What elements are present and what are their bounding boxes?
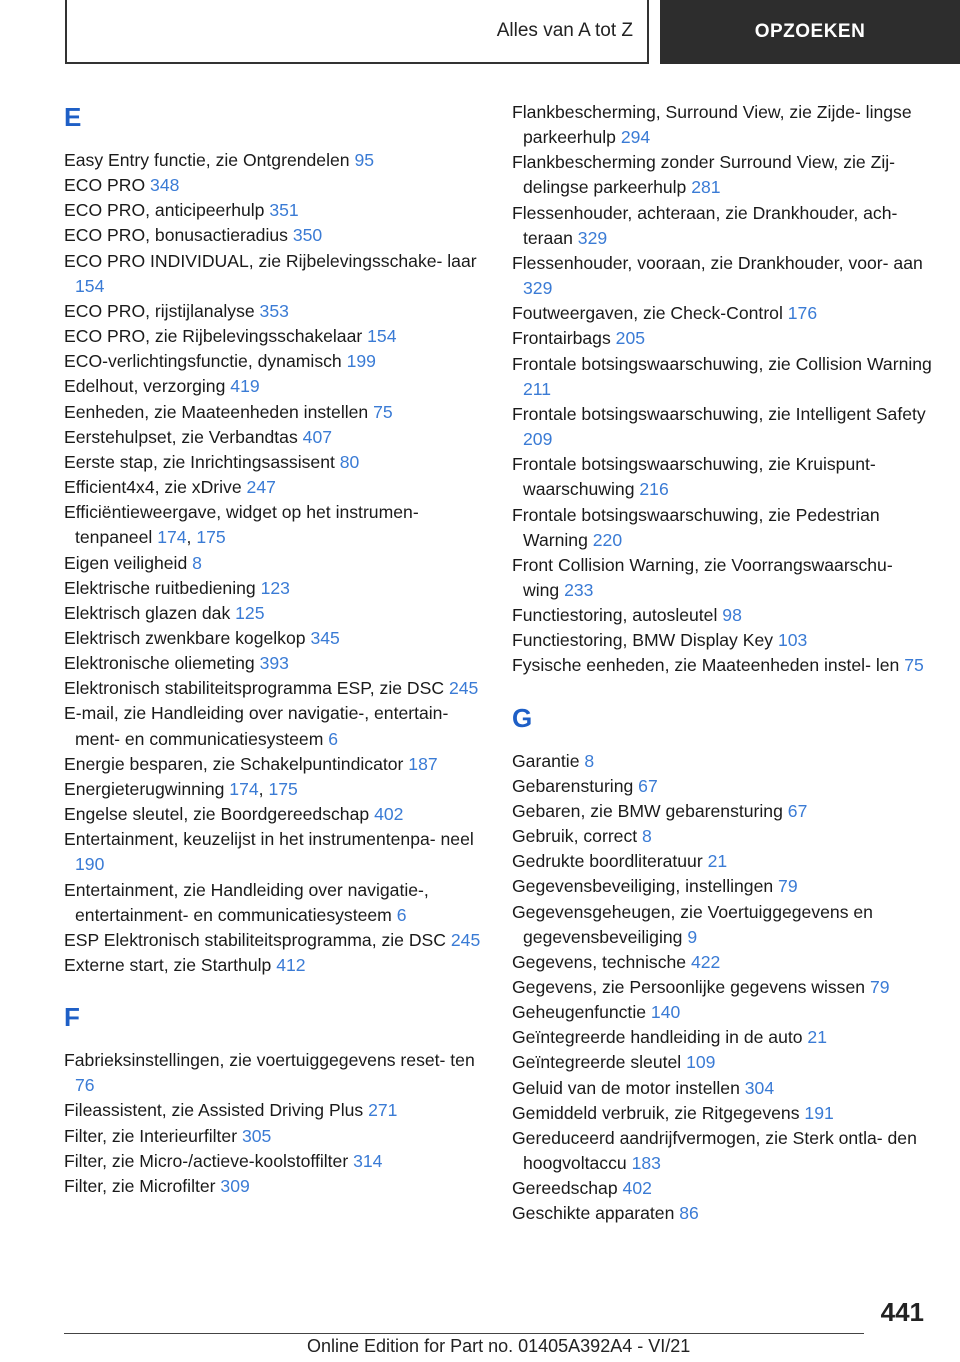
index-entry-text: Geïntegreerde sleutel — [512, 1052, 682, 1073]
index-entry — [64, 324, 484, 349]
index-entry — [512, 100, 932, 150]
page-link[interactable]: 79 — [869, 977, 890, 997]
index-entry — [512, 874, 932, 899]
index-entry-text: Elektronisch stabiliteitsprogramma ESP, zie DSC — [64, 678, 445, 699]
page-link[interactable]: 412 — [276, 955, 306, 975]
index-entry — [64, 1048, 484, 1098]
index-entry — [512, 824, 932, 849]
page-link[interactable]: 407 — [302, 426, 333, 447]
page-link[interactable]: 183 — [631, 1153, 661, 1174]
index-entry — [64, 450, 484, 475]
index-entry-text: E-mail, zie Handleiding over navigatie-, entertain‐ ment- en communicatiesysteem — [64, 703, 449, 749]
index-entry-text: Fabrieksinstellingen, zie voertuiggegevens reset‐ ten — [64, 1050, 475, 1071]
page-number: 441 — [880, 1297, 924, 1327]
index-entry-text: ECO PRO — [64, 175, 146, 196]
page-link[interactable]: 209 — [523, 429, 553, 450]
index-entry — [64, 1174, 484, 1199]
index-entry-text: Gebruik, correct — [512, 826, 638, 847]
index-entry — [64, 1149, 484, 1174]
index-entry — [64, 752, 484, 777]
index-entry — [512, 849, 932, 874]
index-entry-text: Eenheden, zie Maateenheden instellen — [64, 401, 369, 422]
index-entry-text: Frontale botsingswaarschuwing, zie Intelligent Safety — [512, 403, 926, 424]
index-entry-text: Externe start, zie Starthulp — [64, 955, 272, 975]
index-entry-text: Edelhout, verzorging — [64, 376, 226, 397]
page-link[interactable]: 75 — [904, 655, 924, 676]
page-link[interactable]: 309 — [220, 1175, 250, 1196]
index-letter-heading: G — [512, 702, 533, 733]
index-entry-text: Fysische eenheden, zie Maateenheden instel‐ len — [512, 655, 900, 676]
index-entry — [64, 701, 484, 751]
index-entry-list — [64, 1048, 484, 1199]
page-link[interactable]: 419 — [230, 376, 260, 397]
page-link[interactable]: 8 — [192, 552, 202, 573]
index-entry — [64, 878, 484, 928]
index-entry — [512, 1201, 932, 1226]
page-link[interactable]: 174 — [157, 527, 187, 548]
index-column-right — [512, 100, 932, 1227]
page-link[interactable]: 191 — [804, 1102, 834, 1123]
opzoeken-tab[interactable] — [660, 0, 960, 64]
index-entry — [512, 900, 932, 950]
page-link[interactable]: 176 — [787, 303, 818, 324]
page-link[interactable]: 140 — [650, 1002, 681, 1023]
index-entry — [512, 1076, 932, 1101]
index-entry-text: Elektronische oliemeting — [64, 653, 255, 674]
index-entry — [64, 802, 484, 827]
page-link[interactable]: 175 — [196, 527, 226, 548]
page-link[interactable]: 6 — [328, 728, 339, 749]
index-entry-list — [64, 148, 484, 978]
index-entry — [512, 150, 932, 200]
index-entry-text: Gegevensbeveiliging, instellingen — [512, 876, 774, 897]
index-entry — [64, 173, 484, 198]
index-entry-text: Functiestoring, autosleutel — [512, 605, 718, 626]
index-entry-text: Energie besparen, zie Schakelpuntindicator — [64, 753, 404, 774]
index-entry-text: Functiestoring, BMW Display Key — [512, 630, 774, 651]
index-entry — [512, 603, 932, 628]
page-link[interactable]: 353 — [259, 300, 289, 321]
page-link[interactable]: 190 — [75, 854, 105, 875]
page-link[interactable]: 199 — [346, 351, 376, 372]
page-header — [0, 0, 960, 64]
index-entry-text: ECO PRO, bonusactieradius — [64, 225, 288, 246]
index-entry-text: Gegevensgeheugen, zie Voertuiggegevens en gegevensbeveiliging — [512, 901, 873, 947]
page-link[interactable]: 233 — [564, 579, 594, 600]
index-entry — [64, 349, 484, 374]
section-title-tab — [65, 0, 649, 64]
index-entry-text: Fileassistent, zie Assisted Driving Plus — [64, 1100, 364, 1121]
index-entry — [64, 299, 484, 324]
index-entry: Efficiëntieweergave, widget op het instrumen‐ tenpaneel 174, 175 — [64, 502, 419, 548]
page-link[interactable]: 154 — [75, 275, 105, 296]
index-entry-text: Garantie — [512, 750, 580, 771]
index-entry-text: Gemiddeld verbruik, zie Ritgegevens — [512, 1102, 800, 1123]
index-entry — [64, 676, 484, 701]
page-link[interactable]: 9 — [687, 926, 698, 947]
index-entry — [512, 201, 932, 251]
page-link[interactable]: 103 — [777, 630, 808, 651]
page-link[interactable]: 220 — [592, 529, 623, 550]
page-link[interactable]: 402 — [374, 804, 404, 825]
page-link[interactable]: 95 — [354, 150, 375, 170]
index-entry — [512, 749, 932, 774]
index-entry — [64, 953, 484, 978]
index-entry — [512, 402, 932, 452]
index-entry-text: Geluid van de motor instellen — [512, 1077, 740, 1098]
index-entry — [512, 301, 932, 326]
page-link[interactable]: 8 — [584, 750, 595, 771]
index-letter-heading: F — [64, 1002, 80, 1033]
page-link[interactable]: 329 — [577, 227, 608, 248]
page-link[interactable]: 271 — [368, 1100, 398, 1121]
index-entry-text: ECO PRO INDIVIDUAL, zie Rijbelevingsschake‐ laar — [64, 250, 477, 271]
page-link[interactable]: 79 — [778, 876, 798, 897]
page-link[interactable]: 350 — [292, 225, 323, 246]
index-entry-text: Foutweergaven, zie Check-Control — [512, 303, 783, 324]
index-entry-text: Filter, zie Interieurfilter — [64, 1125, 238, 1146]
page-link[interactable]: 245 — [450, 929, 481, 950]
index-entry — [64, 223, 484, 248]
index-entry — [512, 1025, 932, 1050]
page-link[interactable]: 86 — [679, 1203, 699, 1224]
index-entry-text: Gebaren, zie BMW gebarensturing — [512, 800, 783, 821]
index-entry-text: Entertainment, zie Handleiding over navigatie-, entertainment- en communicatiesysteem — [64, 879, 429, 925]
page-link[interactable]: 154 — [367, 326, 397, 347]
page-link[interactable]: 6 — [396, 904, 407, 925]
page-link[interactable]: 351 — [269, 200, 299, 221]
index-entry — [64, 148, 484, 173]
index-entry-text: Gereedschap — [512, 1178, 618, 1199]
index-entry — [64, 475, 484, 500]
index-entry — [64, 551, 484, 576]
page-link[interactable]: 98 — [722, 605, 742, 626]
index-entry — [512, 251, 932, 301]
index-entry-text: Filter, zie Micro-/actieve-koolstoffilter — [64, 1150, 349, 1171]
page-link[interactable]: 109 — [686, 1052, 716, 1073]
index-entry-text: Efficient4x4, zie xDrive — [64, 477, 242, 498]
index-entry-text: Easy Entry functie, zie Ontgrendelen — [64, 150, 350, 170]
index-entry — [64, 928, 484, 953]
page-link[interactable]: 329 — [523, 278, 553, 299]
page-link[interactable]: 422 — [690, 951, 721, 972]
index-entry-text: Elektrische ruitbediening — [64, 577, 256, 598]
footer-divider — [64, 1333, 864, 1334]
index-entry — [64, 1124, 484, 1149]
index-entry — [64, 601, 484, 626]
index-entry-text: Gedrukte boordliteratuur — [512, 851, 703, 872]
index-entry-text: ECO PRO, anticipeerhulp — [64, 200, 265, 221]
index-entry-text: Eigen veiligheid — [64, 552, 188, 573]
page-link[interactable]: 67 — [787, 800, 808, 821]
section-title: Alles van A tot Z — [496, 20, 633, 41]
page-link[interactable]: 345 — [310, 627, 340, 648]
page-link[interactable]: 125 — [235, 602, 265, 623]
index-entry-text: Frontale botsingswaarschuwing, zie Collision Warning — [512, 353, 932, 374]
page-link[interactable]: 21 — [707, 851, 728, 872]
page-link[interactable]: 174 — [229, 778, 259, 799]
index-entry — [64, 374, 484, 399]
index-entry: Energieterugwinning 174, 175 — [64, 778, 298, 799]
index-entry-text: Eerste stap, zie Inrichtingsassisent — [64, 451, 335, 472]
index-entry-text: Gereduceerd aandrijfvermogen, zie Sterk ontla‐ den hoogvoltaccu — [512, 1127, 917, 1174]
index-entry-text: Flessenhouder, achteraan, zie Drankhouder, ach‐ teraan — [512, 202, 898, 248]
index-entry-text: Frontale botsingswaarschuwing, zie Kruispunt‐ waarschuwing — [512, 454, 876, 500]
index-entry-text: Flessenhouder, vooraan, zie Drankhouder, voor‐ aan — [512, 252, 923, 273]
index-entry — [64, 651, 484, 676]
page-link[interactable]: 247 — [246, 477, 276, 498]
page-link[interactable]: 75 — [373, 401, 393, 422]
index-entry — [512, 452, 932, 502]
index-entry-text: Flankbescherming, Surround View, zie Zijde‐ lingse parkeerhulp — [512, 102, 912, 148]
page-link[interactable]: 187 — [408, 753, 438, 774]
index-entry — [512, 1126, 932, 1176]
index-entry-text: ECO PRO, rijstijlanalyse — [64, 300, 255, 321]
index-entry — [512, 326, 932, 351]
page-link[interactable]: 80 — [339, 451, 360, 472]
index-entry-text: Gegevens, technische — [512, 951, 687, 972]
page-link[interactable]: 67 — [638, 775, 658, 796]
page-link[interactable]: 175 — [268, 778, 298, 799]
index-entry-text: ECO-verlichtingsfunctie, dynamisch — [64, 351, 342, 372]
index-entry-text: Geheugenfunctie — [512, 1002, 647, 1023]
index-entry-text: ESP Elektronisch stabiliteitsprogramma, zie DSC — [64, 929, 446, 950]
index-entry-text: Elektrisch glazen dak — [64, 602, 231, 623]
index-entry — [64, 249, 484, 299]
page-link[interactable]: 123 — [260, 577, 290, 598]
index-entry — [512, 653, 932, 678]
index-entry — [512, 1050, 932, 1075]
index-entry — [64, 1098, 484, 1123]
index-entry — [512, 774, 932, 799]
index-entry — [512, 553, 932, 603]
index-entry-text: Eerstehulpset, zie Verbandtas — [64, 426, 298, 447]
index-entry — [64, 827, 484, 877]
index-entry — [64, 400, 484, 425]
index-entry-text: Efficiëntieweergave, widget op het instrumen‐ tenpaneel — [64, 502, 419, 548]
index-entry — [512, 1000, 932, 1025]
index-entry-text: ECO PRO, zie Rijbelevingsschakelaar — [64, 326, 363, 347]
page-link[interactable]: 8 — [642, 826, 652, 847]
index-entry — [512, 1176, 932, 1201]
page-link[interactable]: 402 — [622, 1178, 652, 1199]
index-entry-list — [512, 749, 932, 1227]
index-entry-text: Engelse sleutel, zie Boordgereedschap — [64, 804, 370, 825]
page-link[interactable]: 281 — [691, 177, 721, 198]
index-entry-text: Front Collision Warning, zie Voorrangswaarschu‐ wing — [512, 554, 893, 600]
index-entry-text: Gegevens, zie Persoonlijke gegevens wissen — [512, 977, 866, 997]
index-entry-text: Frontale botsingswaarschuwing, zie Pedestrian Warning — [512, 504, 880, 550]
index-entry — [512, 352, 932, 402]
page-link[interactable]: 348 — [150, 175, 180, 196]
index-entry — [512, 628, 932, 653]
index-entry — [512, 975, 932, 1000]
edition-text: Online Edition for Part no. 01405A392A4 - VI/21 — [307, 1336, 691, 1356]
index-entry — [512, 503, 932, 553]
opzoeken-tab-label: OPZOEKEN — [754, 21, 866, 42]
index-entry-text: Flankbescherming zonder Surround View, zie Zij‐ delingse parkeerhulp — [512, 152, 896, 198]
index-entry — [64, 425, 484, 450]
page-link[interactable]: 294 — [620, 127, 651, 148]
index-entry-text: Geschikte apparaten — [512, 1203, 675, 1224]
index-entry — [512, 799, 932, 824]
page-link[interactable]: 211 — [523, 378, 552, 399]
page-link[interactable]: 205 — [615, 328, 646, 349]
page-link[interactable]: 314 — [353, 1150, 383, 1171]
index-entry-text: Energieterugwinning — [64, 778, 225, 799]
index-entry-text: Filter, zie Microfilter — [64, 1175, 216, 1196]
index-entry — [64, 198, 484, 223]
page-link[interactable]: 304 — [744, 1077, 775, 1098]
index-letter-heading: E — [64, 102, 82, 132]
index-entry — [64, 626, 484, 651]
index-entry-text: Geïntegreerde handleiding in de auto — [512, 1027, 803, 1048]
index-entry — [512, 1101, 932, 1126]
page-link[interactable]: 245 — [448, 678, 479, 699]
index-entry-text: Entertainment, keuzelijst in het instrumentenpa‐ neel — [64, 829, 474, 850]
page-link[interactable]: 393 — [259, 653, 289, 674]
page-link[interactable]: 216 — [639, 479, 669, 500]
index-entry-list — [512, 100, 932, 679]
page-link[interactable]: 305 — [241, 1125, 272, 1146]
index-entry-text: Elektrisch zwenkbare kogelkop — [64, 627, 306, 648]
index-entry — [64, 576, 484, 601]
index-entry-text: Frontairbags — [512, 328, 611, 349]
index-entry-text: Gebarensturing — [512, 775, 634, 796]
index-column-left — [64, 100, 484, 1199]
page-link[interactable]: 76 — [75, 1075, 95, 1096]
page-link[interactable]: 21 — [807, 1027, 827, 1048]
index-entry — [512, 950, 932, 975]
